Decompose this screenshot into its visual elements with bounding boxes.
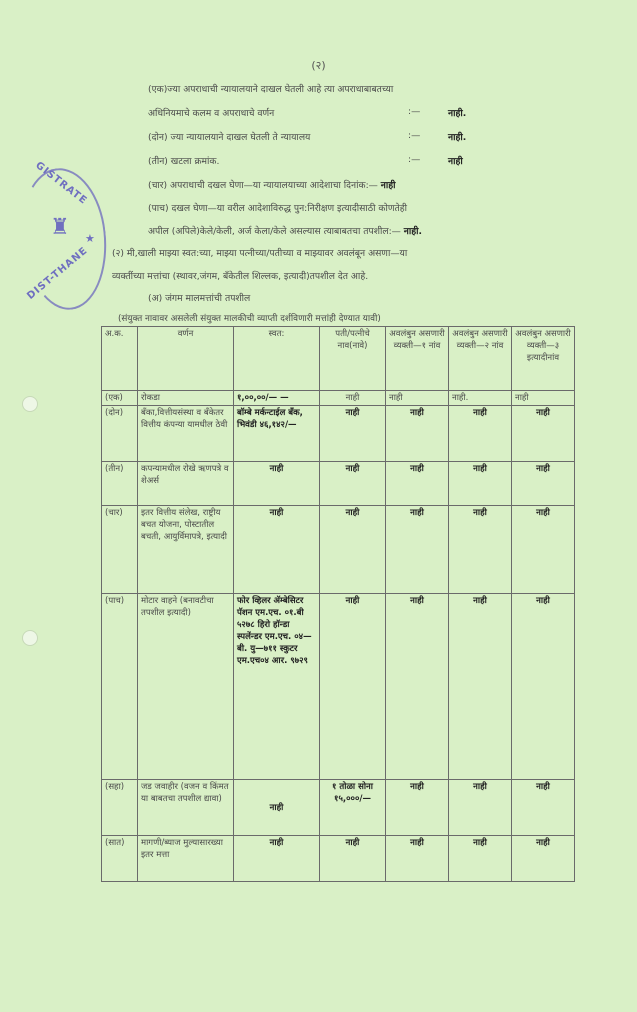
- row-dependent-2: नाही: [449, 780, 512, 836]
- row-description: मागणी/ब्याज मुल्यासारख्या इतर मत्ता: [138, 836, 234, 882]
- item-4-line: [148, 178, 396, 191]
- table-row: [102, 406, 575, 462]
- item-1b-value: नाही.: [448, 108, 467, 119]
- row-spouse: नाही: [320, 594, 386, 780]
- header-spouse: पती/पत्नीचे नाव(नावे): [320, 327, 386, 391]
- item-3-line: [148, 154, 478, 167]
- header-dependent-3: अवलंबुन असणारी व्यक्ती—३ इत्यादीनांव: [512, 327, 575, 391]
- star-icon: ★: [85, 232, 95, 245]
- section-2-line-1: (२) मी,खाली माझ्या स्वत:च्या, माझ्या पत्नीच्या/पतीच्या व माझ्यावर अवलंबून असणा—या: [112, 248, 408, 259]
- row-description: इतर वित्तीय संलेख, राष्ट्रीय बचत योजना, पोस्टातील बचती, आयुर्विमापत्रे, इत्यादी: [138, 506, 234, 594]
- row-description: रोकडा: [138, 391, 234, 406]
- row-self: बॉम्बे मर्कन्टाईल बँक, भिवंडी ४६,१४२/—: [234, 406, 320, 462]
- item-3-sep: :—: [408, 154, 421, 165]
- item-5-text: (पाच) दखल घेणा—या वरील आदेशाविरुद्ध पुन:निरीक्षण इत्यादीसाठी कोणतेही: [148, 203, 407, 214]
- section-2-line-2: व्यक्तींच्या मत्तांचा (स्थावर,जंगम, बँकेतील शिल्लक, इत्यादी)तपशील देत आहे.: [112, 271, 369, 282]
- seal-text-top: GISTRATE: [33, 159, 90, 208]
- row-description: बँका,वित्तीयसंस्था व बँकेतर वित्तीय कंपन्या यामधील ठेवी: [138, 406, 234, 462]
- item-2-sep: :—: [408, 130, 421, 141]
- row-spouse: १ तोळा सोना १५,०००/—: [320, 780, 386, 836]
- table-row: [102, 594, 575, 780]
- row-dependent-3: नाही: [512, 594, 575, 780]
- item-4-text: (चार) अपराधाची दखल घेणा—या न्यायालयाच्या आदेशाचा दिनांक:—: [148, 180, 378, 191]
- table-row: [102, 780, 575, 836]
- item-5b-value: नाही.: [403, 226, 423, 237]
- row-dependent-2: नाही: [449, 406, 512, 462]
- row-spouse: नाही: [320, 506, 386, 594]
- row-description: कपन्यामधील रोखे ऋणपत्रे व शेअर्स: [138, 462, 234, 506]
- row-spouse: नाही: [320, 406, 386, 462]
- row-dependent-1: नाही: [386, 836, 449, 882]
- item-5-line-2: [148, 224, 422, 237]
- row-serial: (सहा): [102, 780, 138, 836]
- item-5-line-1: [148, 201, 407, 214]
- row-dependent-2: नाही.: [449, 391, 512, 406]
- row-dependent-3: नाही: [512, 391, 575, 406]
- row-dependent-3: नाही: [512, 462, 575, 506]
- row-self: नाही: [234, 836, 320, 882]
- item-1-text: (एक)ज्या अपराधाची न्यायालयाने दाखल घेतली आहे त्या अपराधाबाबतच्या: [148, 84, 394, 95]
- row-serial: (पाच): [102, 594, 138, 780]
- punch-hole-bottom: [22, 630, 38, 646]
- row-self: १,००,००/— —: [234, 391, 320, 406]
- row-self: फोर व्हिलर ॲम्बेसिटर पॅशन एम.एच. ०१.बी ५२७८ हिरो हॉन्डा स्पलेंन्डर एम.एच. ०४—बी. यु—७११ स्कुटर एम.एच०४ आर. ९७२९: [234, 594, 320, 780]
- row-self: नाही: [234, 462, 320, 506]
- section-2-note: (संयुक्त नावावर असलेली संयुक्त मालकीची व्याप्ती दर्शविणारी मत्तांही देण्यात यावी): [118, 314, 381, 324]
- item-1b-text: अधिनियमाचे कलम व अपराधाचे वर्णन: [148, 108, 275, 119]
- row-dependent-2: नाही: [449, 836, 512, 882]
- row-dependent-1: नाही: [386, 594, 449, 780]
- row-dependent-3: नाही: [512, 780, 575, 836]
- table-header-row: [102, 327, 575, 391]
- row-dependent-1: नाही: [386, 506, 449, 594]
- row-dependent-3: नाही: [512, 506, 575, 594]
- item-2-text: (दोन) ज्या न्यायालयाने दाखल घेतली ते न्यायालय: [148, 132, 311, 143]
- item-1-line-2: [148, 106, 478, 119]
- row-self: नाही: [234, 780, 320, 836]
- item-3-text: (तीन) खटला क्रमांक.: [148, 156, 220, 167]
- item-2-value: नाही.: [448, 132, 467, 143]
- row-dependent-2: नाही: [449, 462, 512, 506]
- page-number: (२): [311, 59, 326, 72]
- row-serial: (एक): [102, 391, 138, 406]
- row-serial: (दोन): [102, 406, 138, 462]
- table-row: [102, 391, 575, 406]
- row-dependent-1: नाही: [386, 406, 449, 462]
- header-dependent-2: अवलंबुन असणारी व्यक्ती—२ नांव: [449, 327, 512, 391]
- row-dependent-1: नाही: [386, 780, 449, 836]
- row-dependent-3: नाही: [512, 836, 575, 882]
- row-dependent-2: नाही: [449, 506, 512, 594]
- header-description: वर्णन: [138, 327, 234, 391]
- table-row: [102, 836, 575, 882]
- item-2-line: [148, 130, 478, 143]
- table-row: [102, 462, 575, 506]
- item-3-value: नाही: [448, 156, 463, 167]
- row-serial: (तीन): [102, 462, 138, 506]
- row-serial: (सात): [102, 836, 138, 882]
- row-dependent-2: नाही: [449, 594, 512, 780]
- row-dependent-1: नाही: [386, 462, 449, 506]
- item-4-value: नाही: [380, 180, 396, 191]
- row-description: जड जवाहीर (वजन व किंमत या बाबतचा तपशील द्यावा): [138, 780, 234, 836]
- table-row: [102, 506, 575, 594]
- row-dependent-1: नाही: [386, 391, 449, 406]
- movable-assets-table: [101, 326, 575, 882]
- item-5b-text: अपील (अपिले)केले/केली, अर्ज केला/केले असल्यास त्याबाबतचा तपशील:—: [148, 226, 401, 237]
- header-serial: अ.क.: [102, 327, 138, 391]
- item-1b-sep: :—: [408, 106, 421, 117]
- row-serial: (चार): [102, 506, 138, 594]
- row-description: मोटार वाहने (बनावटीचा तपशील इत्यादी): [138, 594, 234, 780]
- seal-text-bottom: DIST-THANE: [25, 245, 91, 302]
- row-self: नाही: [234, 506, 320, 594]
- section-2-sub-a: (अ) जंगम मालमत्तांची तपशील: [148, 293, 251, 304]
- header-dependent-1: अवलंबुन असणारी व्यक्ती—१ नांव: [386, 327, 449, 391]
- row-dependent-3: नाही: [512, 406, 575, 462]
- emblem-icon: ♜: [50, 215, 70, 240]
- item-1-line-1: [148, 82, 393, 95]
- row-spouse: नाही: [320, 391, 386, 406]
- row-spouse: नाही: [320, 836, 386, 882]
- row-spouse: नाही: [320, 462, 386, 506]
- header-self: स्वत:: [234, 327, 320, 391]
- punch-hole-top: [22, 396, 38, 412]
